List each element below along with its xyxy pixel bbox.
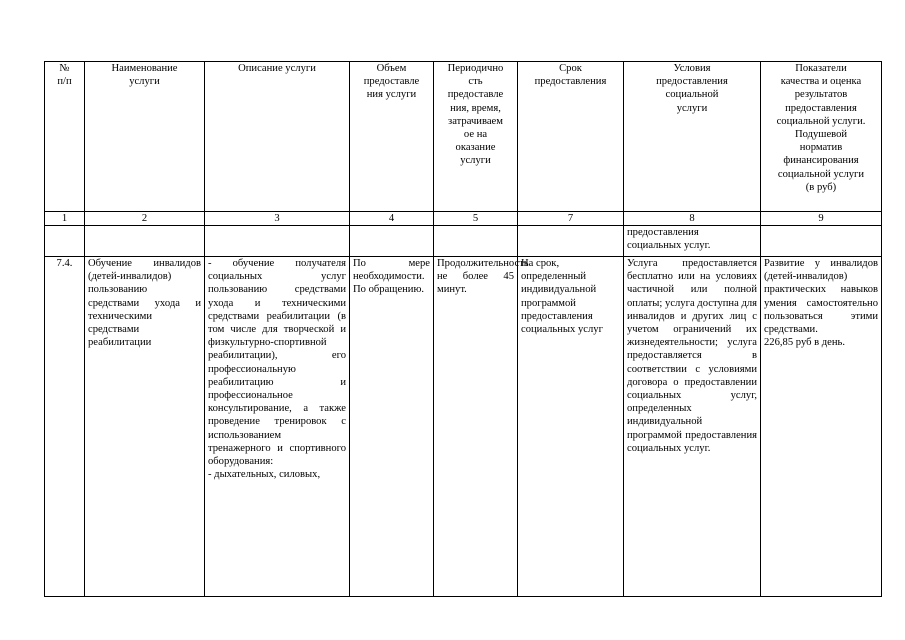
continuation-cell xyxy=(518,226,624,257)
table-row xyxy=(45,257,882,597)
header-quality: Показатели качества и оценка результатов предоставления социальной услуги. Подушевой норматив финансирования социальной услуги (в руб) xyxy=(761,62,882,212)
service-description: - обучение получателя социальных услуг пользованию средствами ухода и техническими средствами реабилитации (в том числе для творческой и физкультурно-спортивной реабилитации), его профессиональную реабилитацию и профессиональное консультирование, а также проведение тренировок с использованием тренажерного и спортивного оборудования: - дыхательных, силовых, xyxy=(205,257,350,597)
column-number: 9 xyxy=(761,212,882,226)
header-conditions: Условия предоставления социальной услуги xyxy=(624,62,761,212)
continuation-conditions: предоставления социальных услуг. xyxy=(624,226,761,257)
column-number: 5 xyxy=(434,212,518,226)
service-conditions: Услуга предоставляется бесплатно или на условиях частичной или полной оплаты; услуга доступна для инвалидов и других лиц с учетом ограничений их жизнедеятельности; услуга предоставляется в соответствии с условиями договора о предоставлении социальных услуг, определенных индивидуальной программой предоставления социальных услуг. xyxy=(624,257,761,597)
continuation-cell xyxy=(205,226,350,257)
continuation-cell xyxy=(350,226,434,257)
service-periodicity: Продолжительность не более 45 минут. xyxy=(434,257,518,597)
service-name: Обучение инвалидов (детей-инвалидов) пользованию средствами ухода и техническими средствами реабилитации xyxy=(85,257,205,597)
header-row xyxy=(45,62,882,212)
service-term: На срок, определенный индивидуальной программой предоставления социальных услуг xyxy=(518,257,624,597)
services-table xyxy=(44,61,882,597)
continuation-cell xyxy=(45,226,85,257)
column-number: 3 xyxy=(205,212,350,226)
header-name: Наименование услуги xyxy=(85,62,205,212)
header-num: № п/п xyxy=(45,62,85,212)
row-number: 7.4. xyxy=(45,257,85,597)
column-number: 8 xyxy=(624,212,761,226)
service-quality: Развитие у инвалидов (детей-инвалидов) практических навыков умения самостоятельно пользоваться этими средствами. 226,85 руб в день. xyxy=(761,257,882,597)
column-number: 2 xyxy=(85,212,205,226)
column-number: 4 xyxy=(350,212,434,226)
header-term: Срок предоставления xyxy=(518,62,624,212)
continuation-row xyxy=(45,226,882,257)
header-periodicity: Периодично сть предоставле ния, время, затрачиваем ое на оказание услуги xyxy=(434,62,518,212)
continuation-cell xyxy=(85,226,205,257)
continuation-cell xyxy=(761,226,882,257)
header-description: Описание услуги xyxy=(205,62,350,212)
column-number: 1 xyxy=(45,212,85,226)
column-numbers-row xyxy=(45,212,882,226)
service-volume: По мере необходимости. По обращению. xyxy=(350,257,434,597)
continuation-cell xyxy=(434,226,518,257)
column-number: 7 xyxy=(518,212,624,226)
header-volume: Объем предоставле ния услуги xyxy=(350,62,434,212)
